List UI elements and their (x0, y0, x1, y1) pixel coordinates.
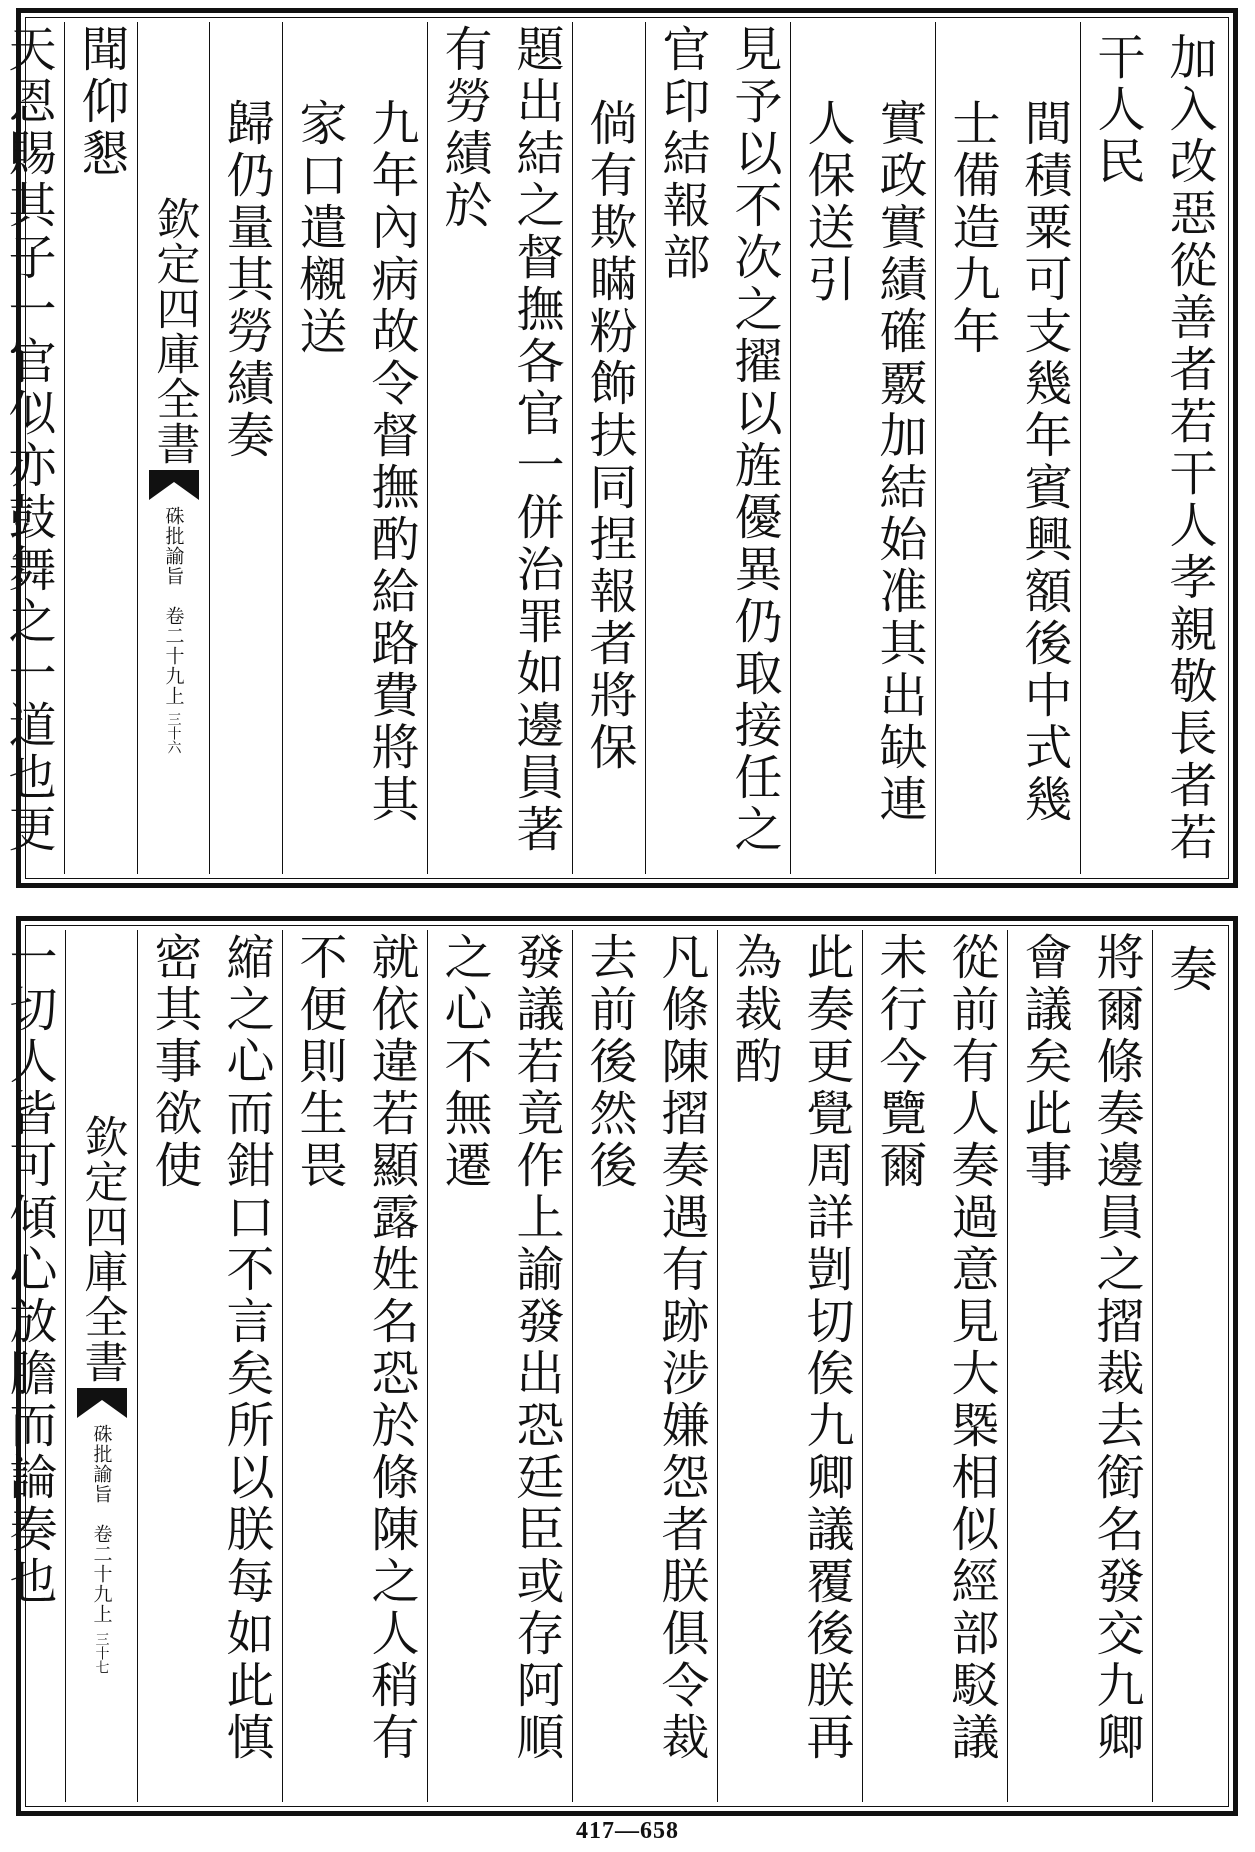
column-text: 此奏更覺周詳剴切俟九卿議覆後朕再為裁酌 (726, 932, 854, 1764)
column-text: 聞仰懇 (73, 24, 129, 180)
page-number: 417—658 (576, 1818, 679, 1844)
text-column (427, 22, 572, 874)
leaf-number: 三十六 (165, 712, 182, 754)
column-text: 天恩賜其子一官似亦鼓舞之一道也更 (0, 24, 56, 856)
column-text: 間積粟可支幾年賓興額後中式幾士備造九年 (944, 98, 1072, 826)
book-title: 欽定四庫全書 (76, 1114, 128, 1384)
text-column (282, 930, 427, 1802)
column-text: 縮之心而鉗口不言矣所以朕每如此慎密其事欲使 (146, 932, 274, 1764)
text-column (427, 930, 572, 1802)
text-column (717, 930, 862, 1802)
fish-tail-mark-icon (149, 470, 199, 500)
column-text: 發議若竟作上諭發出恐廷臣或存阿順之心不無遷 (436, 932, 564, 1764)
text-column (1007, 930, 1152, 1802)
fish-tail-mark-icon (77, 1388, 127, 1418)
leaf-number: 三十七 (93, 1632, 110, 1674)
text-column (572, 930, 717, 1802)
text-column (137, 930, 282, 1802)
text-column (1152, 930, 1225, 1802)
text-column (64, 22, 137, 874)
column-text: 一切人皆可傾心放膽而論奏也 (1, 932, 57, 1608)
column-text: 九年內病故令督撫酌給路費將其家口遣櫬送 (291, 98, 419, 826)
text-column (1080, 22, 1225, 874)
center-fold-column (137, 22, 209, 874)
column-text: 奏 (1161, 944, 1217, 996)
text-column (0, 930, 65, 1802)
volume-label: 硃批諭旨 卷二十九上 (90, 1424, 113, 1624)
book-title: 欽定四庫全書 (148, 196, 200, 466)
column-text: 歸仍量其勞績奏 (218, 98, 274, 462)
text-column (935, 22, 1080, 874)
text-column (790, 22, 935, 874)
column-text: 倘有欺瞞粉飾扶同捏報者將保 (581, 98, 637, 774)
column-text: 凡條陳摺奏遇有跡涉嫌怨者朕俱令裁去前後然後 (581, 932, 709, 1764)
top-page-panel (0, 8, 1238, 888)
column-text: 從前有人奏過意見大槩相似經部駁議未行今覽爾 (871, 932, 999, 1764)
column-text: 見予以不次之擢以旌優異仍取接任之官印結報部 (654, 24, 782, 856)
column-text: 實政實績確覈加結始准其出缺連人保送引 (799, 98, 927, 826)
top-columns (0, 22, 1225, 874)
text-column (282, 22, 427, 874)
column-text: 加入改惡從善者若干人孝親敬長者若干人民 (1089, 32, 1217, 864)
column-text: 將爾條奏邊員之摺裁去銜名發交九卿會議矣此事 (1016, 932, 1144, 1764)
bottom-columns (1, 930, 1225, 1802)
bottom-page-panel (1, 916, 1238, 1816)
text-column (0, 22, 64, 874)
volume-label: 硃批諭旨 卷二十九上 (162, 506, 185, 706)
text-column (645, 22, 790, 874)
center-fold-column (65, 930, 137, 1802)
text-column (862, 930, 1007, 1802)
column-text: 題出結之督撫各官一併治罪如邊員著有勞績於 (436, 24, 564, 856)
text-column (209, 22, 282, 874)
column-text: 就依違若顯露姓名恐於條陳之人稍有不便則生畏 (291, 932, 419, 1764)
text-column (572, 22, 645, 874)
